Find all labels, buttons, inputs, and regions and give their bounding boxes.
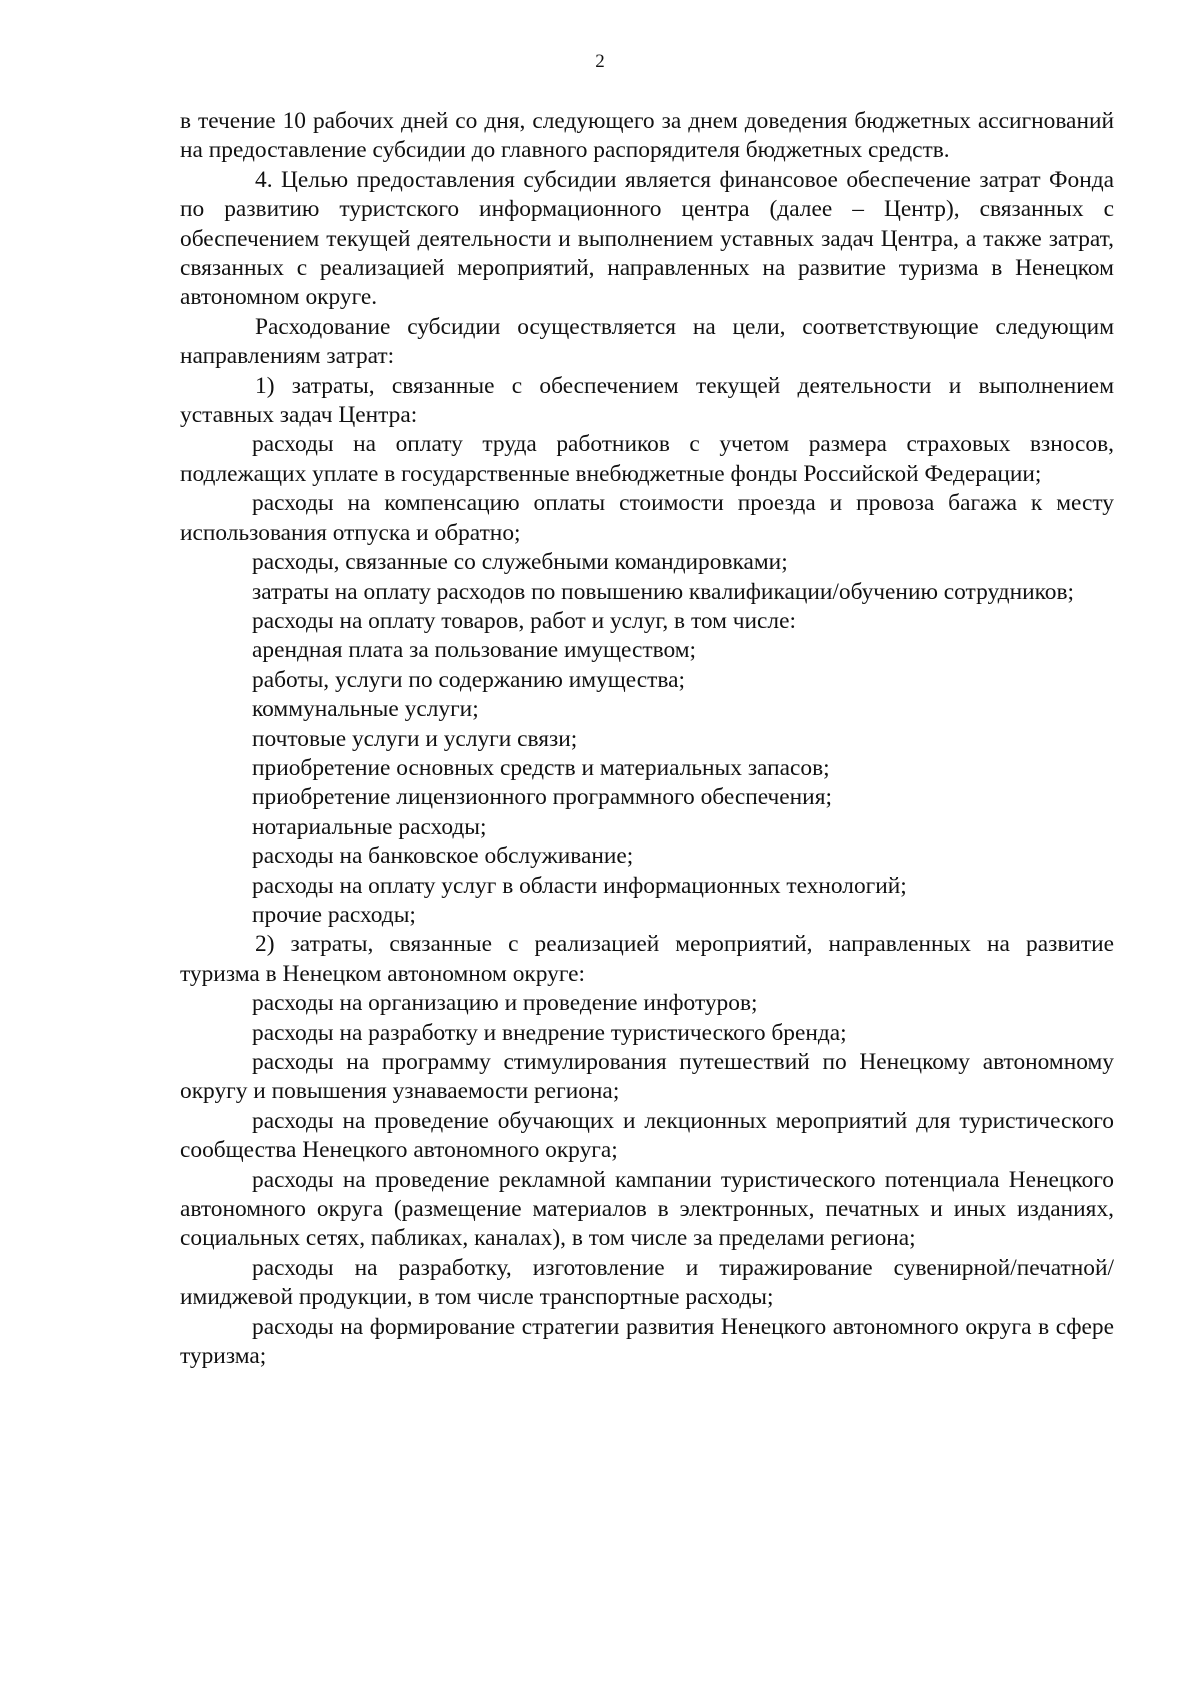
paragraph: Расходование субсидии осуществляется на цели, соответствующие следующим направлениям затрат:	[180, 313, 1114, 370]
paragraph: 2) затраты, связанные с реализацией мероприятий, направленных на развитие туризма в Ненецком автономном округе:	[180, 931, 1114, 987]
paragraph: в течение 10 рабочих дней со дня, следующего за днем доведения бюджетных ассигнований на предоставление субсидии до главного распорядителя бюджетных средств.	[180, 108, 1114, 164]
paragraph: нотариальные расходы;	[252, 813, 487, 840]
document-body	[180, 107, 1114, 1371]
paragraph: приобретение лицензионного программного обеспечения;	[252, 784, 832, 811]
paragraph: расходы на банковское обслуживание;	[252, 843, 634, 870]
paragraph: расходы на компенсацию оплаты стоимости проезда и провоза багажа к месту использования отпуска и обратно;	[180, 490, 1114, 546]
page-number: 2	[595, 51, 605, 72]
paragraph: расходы на оплату услуг в области информационных технологий;	[252, 872, 907, 899]
paragraph: расходы, связанные со служебными командировками;	[252, 549, 788, 576]
paragraph: почтовые услуги и услуги связи;	[252, 725, 578, 752]
paragraph: работы, услуги по содержанию имущества;	[252, 666, 685, 693]
paragraph: коммунальные услуги;	[252, 696, 479, 723]
paragraph: расходы на проведение рекламной кампании туристического потенциала Ненецкого автономного округа (размещение материалов в электронных, печатных и иных изданиях, социальных сетях, пабликах, каналах), в том числе за пределами региона;	[180, 1166, 1114, 1252]
paragraph: арендная плата за пользование имуществом;	[252, 637, 697, 664]
paragraph: расходы на программу стимулирования путешествий по Ненецкому автономному округу и повышения узнаваемости региона;	[180, 1049, 1114, 1105]
paragraph: затраты на оплату расходов по повышению квалификации/обучению сотрудников;	[252, 578, 1075, 605]
paragraph: 1) затраты, связанные с обеспечением текущей деятельности и выполнением уставных задач Центра:	[180, 372, 1114, 429]
paragraph: расходы на разработку и внедрение туристического бренда;	[252, 1019, 847, 1046]
paragraph: расходы на формирование стратегии развития Ненецкого автономного округа в сфере туризма;	[180, 1313, 1114, 1370]
paragraph: расходы на оплату товаров, работ и услуг, в том числе:	[252, 607, 796, 634]
paragraph: расходы на оплату труда работников с учетом размера страховых взносов, подлежащих уплате в государственные внебюджетные фонды Российской Федерации;	[180, 431, 1114, 487]
paragraph: расходы на разработку, изготовление и тиражирование сувенирной/печатной/имиджевой продукции, в том числе транспортные расходы;	[180, 1254, 1114, 1311]
paragraph: расходы на организацию и проведение инфотуров;	[252, 990, 758, 1017]
paragraph: приобретение основных средств и материальных запасов;	[252, 754, 830, 781]
paragraph: прочие расходы;	[252, 901, 416, 928]
paragraph: расходы на проведение обучающих и лекционных мероприятий для туристического сообщества Ненецкого автономного округа;	[180, 1107, 1114, 1164]
paragraph: 4. Целью предоставления субсидии является финансовое обеспечение затрат Фонда по развитию туристского информационного центра (далее – Центр), связанных с обеспечением текущей деятельности и выполнением уставных задач Центра, а также затрат, связанных с реализацией мероприятий, направленных на развитие туризма в Ненецком автономном округе.	[180, 166, 1114, 311]
